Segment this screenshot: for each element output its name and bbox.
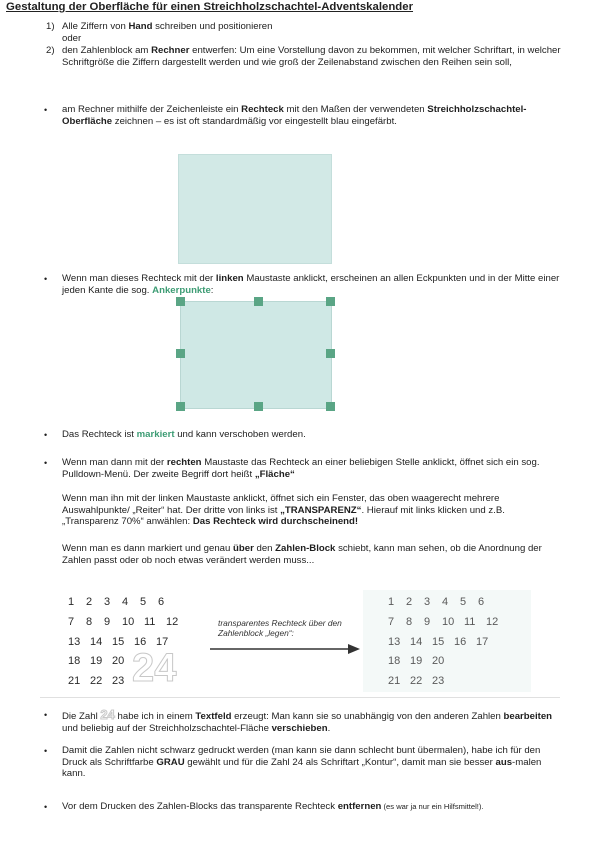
step-7-text: Vor dem Drucken des Zahlen-Blocks das transparente Rechteck entfernen (es war ja nur ein Hilfsmittel!). [62, 801, 484, 812]
arrow-caption: transparentes Rechteck über den Zahlenblock „legen“: [218, 618, 342, 638]
number-row: 21 22 23 [388, 675, 445, 688]
bullet-7: • [44, 802, 48, 812]
option-1-number: 1) [46, 21, 55, 32]
anchor-point-bottom [254, 402, 263, 411]
number-row: 13 14 15 16 17 [68, 635, 169, 648]
bullet-1: • [44, 105, 48, 115]
number-row: 7 8 9 10 11 12 [388, 615, 499, 628]
step-2-text: Wenn man dieses Rechteck mit der linken Maustaste anklickt, erscheinen an allen Eckpunkten und in der Mitte einer jeden Kante die sog. Ankerpunkte: [62, 273, 560, 296]
step-3-text: Das Rechteck ist markiert und kann verschoben werden. [62, 429, 306, 440]
option-1-text: Alle Ziffern von Hand schreiben und positionieren [62, 21, 273, 32]
number-row: 7 8 9 10 11 12 [68, 615, 179, 628]
selected-rectangle [180, 301, 332, 409]
number-row: 13 14 15 16 17 [388, 635, 489, 648]
bullet-3: • [44, 430, 48, 440]
option-2-number: 2) [46, 45, 55, 56]
anchor-point-bottom-right [326, 402, 335, 411]
step-1-text: am Rechner mithilfe der Zeichenleiste ein Rechteck mit den Maßen der verwendeten Streichholzschachtel-Oberfläche zeichnen – es ist oft standardmäßig vor eingestellt blau eingefärbt. [62, 104, 527, 127]
anchor-point-right [326, 349, 335, 358]
number-row: 18 19 20 [388, 655, 445, 668]
step-6-text: Damit die Zahlen nicht schwarz gedruckt werden (man kann sie dann schlecht bunt übermalen), habe ich für den Druck als Schriftfarbe GRAU gewählt und für die Zahl 24 als Schriftart „Kontur“, damit man sie besser aus-malen kann. [62, 745, 542, 780]
blue-rectangle [178, 154, 332, 264]
bullet-6: • [44, 746, 48, 756]
number-row: 18 19 20 [68, 655, 125, 668]
number-row: 1 2 3 4 5 6 [68, 596, 165, 608]
anchor-point-left [176, 349, 185, 358]
anchor-point-top-left [176, 297, 185, 306]
right-arrow-icon [210, 642, 360, 656]
divider [40, 697, 560, 698]
bullet-2: • [44, 274, 48, 284]
step-4-paragraph-1: Wenn man dann mit der rechten Maustaste das Rechteck an einer beliebigen Stelle anklickt, öffnet sich ein sog. Pulldown-Menü. Der zweite Begriff dort heißt „Fläche“ [62, 457, 540, 480]
option-2-text: den Zahlenblock am Rechner entwerfen: Um eine Vorstellung davon zu bekommen, mit welcher Schriftart, in welcher Schriftgröße die Ziffern dargestellt werden und wie groß der Zeilenabstand zwischen den Reihen sein soll, [62, 45, 561, 68]
number-row: 21 22 23 [68, 675, 125, 688]
anchor-point-bottom-left [176, 402, 185, 411]
anchor-point-top-right [326, 297, 335, 306]
anchor-point-top [254, 297, 263, 306]
bullet-5: • [44, 710, 48, 720]
step-5-text: Die Zahl 24 habe ich in einem Textfeld erzeugt: Man kann sie so unabhängig von den anderen Zahlen bearbeiten und beliebig auf der Streichholzschachtel-Fläche verschieben. [62, 707, 553, 734]
big-outline-number: 24 [132, 646, 177, 690]
step-4-paragraph-3: Wenn man es dann markiert und genau über den Zahlen-Block schiebt, kann man sehen, ob die Anordnung der Zahlen passt oder ob noch etwas verändert werden muss... [62, 543, 542, 566]
step-4-paragraph-2: Wenn man ihn mit der linken Maustaste anklickt, öffnet sich ein Fenster, das oben waagerecht mehrere Auswahlpunkte/ „Reiter“ hat. Der dritte von links ist „TRANSPARENZ“. Hierauf mit links klicken und z.B. „Transparenz 70%“ anwählen: Das Rechteck wird durchscheinend! [62, 493, 505, 528]
page-title: Gestaltung der Oberfläche für einen Streichholzschachtel-Adventskalender [6, 1, 414, 13]
option-or: oder [62, 33, 82, 44]
number-block-right [388, 593, 508, 692]
bullet-4: • [44, 458, 48, 468]
number-row: 1 2 3 4 5 6 [388, 596, 485, 608]
